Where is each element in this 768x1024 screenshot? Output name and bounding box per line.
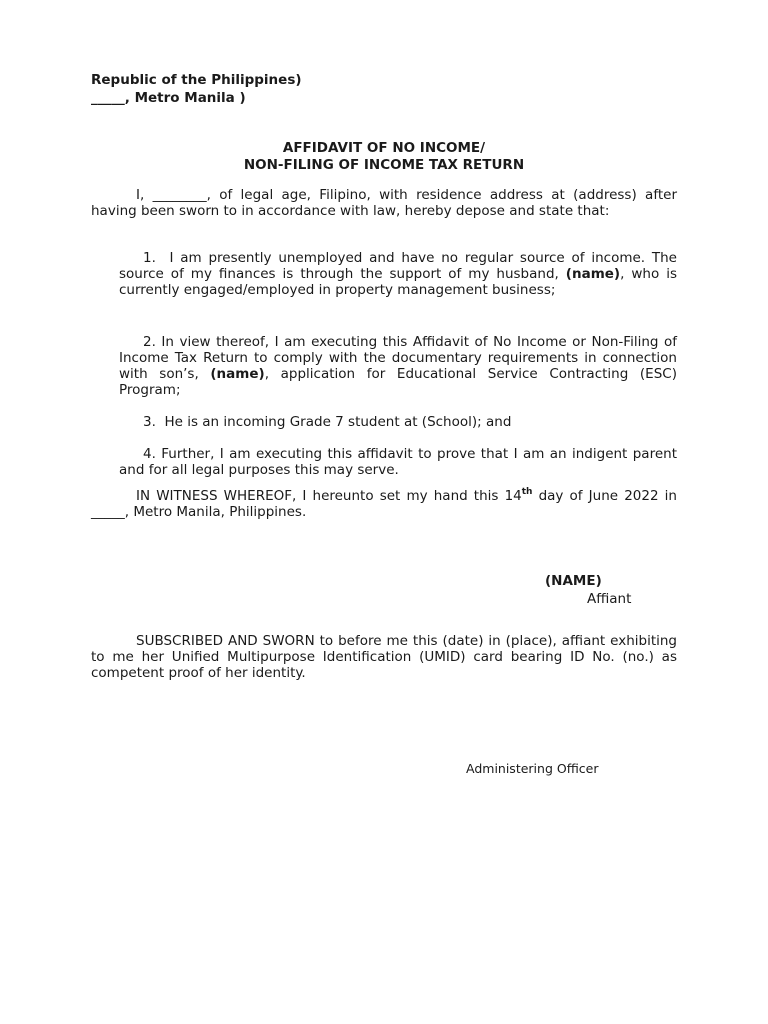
statement-item-2: [119, 334, 677, 398]
paragraph-text: day of June 2022 in _____, Metro Manila, Philippines.: [91, 488, 677, 520]
bold-placeholder-text: (name): [565, 266, 621, 282]
statement-item-1: [119, 250, 677, 298]
paragraph-text: , application for Educational Service Contracting (ESC) Program;: [119, 366, 677, 398]
jurat-paragraph: [91, 633, 677, 681]
venue-line-city: _____, Metro Manila ): [91, 90, 246, 106]
ordinal-suffix: th: [521, 486, 533, 497]
title-line-1: AFFIDAVIT OF NO INCOME/: [282, 140, 486, 156]
paragraph-text: I, ________, of legal age, Filipino, with residence address at (address) after having been sworn to in accordance with law, hereby depose and state that:: [91, 187, 677, 219]
affiant-label: Affiant: [587, 591, 632, 607]
affiant-name: (NAME): [545, 573, 602, 589]
paragraph-text: 1. I am presently unemployed and have no regular source of income. The source of my finances is through the support of my husband,: [119, 250, 677, 282]
paragraph-text: 3. He is an incoming Grade 7 student at (School); and: [143, 414, 512, 430]
witness-paragraph: [91, 488, 677, 520]
paragraph-text: IN WITNESS WHEREOF, I hereunto set my hand this 14: [136, 488, 522, 504]
paragraph-text: 2. In view thereof, I am executing this Affidavit of No Income or Non-Filing of Income Tax Return to comply with the documentary requirements in connection with son’s,: [119, 334, 677, 382]
statement-item-4: [119, 446, 677, 478]
document-title: [91, 140, 677, 174]
opening-paragraph: [91, 187, 677, 219]
venue-line-country: Republic of the Philippines): [91, 72, 302, 88]
paragraph-text: , who is currently engaged/employed in property management business;: [119, 266, 677, 298]
administering-officer-label: Administering Officer: [466, 761, 599, 776]
paragraph-text: SUBSCRIBED AND SWORN to before me this (date) in (place), affiant exhibiting to me her Unified Multipurpose Identification (UMID) card bearing ID No. (no.) as competent proof of her identity.: [91, 633, 677, 681]
paragraph-text: 4. Further, I am executing this affidavit to prove that I am an indigent parent and for all legal purposes this may serve.: [119, 446, 677, 478]
statement-item-3: [119, 414, 677, 430]
bold-placeholder-text: (name): [210, 366, 265, 382]
venue-header: [91, 72, 677, 108]
title-line-2: NON-FILING OF INCOME TAX RETURN: [243, 157, 525, 173]
